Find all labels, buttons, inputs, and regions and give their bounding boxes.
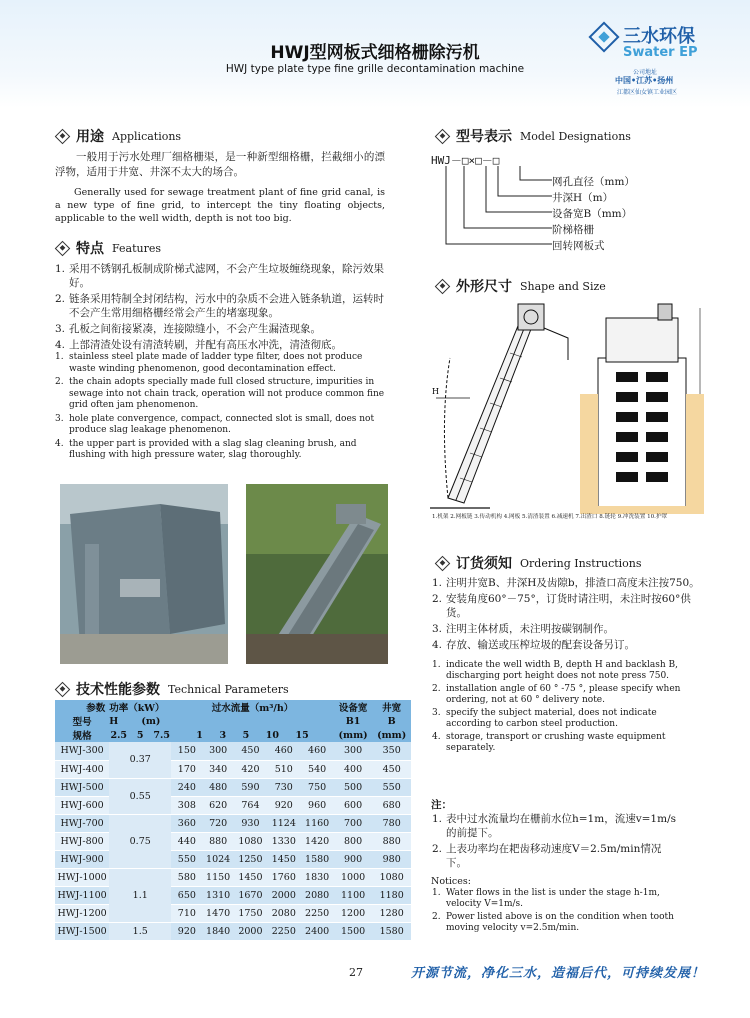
value-cell: 450 xyxy=(234,742,267,760)
value-cell: 1450 xyxy=(267,850,300,868)
model-cell: HWJ-300 xyxy=(55,742,109,760)
list-item: 2. 安装角度60°－75°，订货时请注明，未注时按60°供货。 xyxy=(432,593,691,619)
value-cell: 710 xyxy=(171,904,202,922)
power-cell: 0.55 xyxy=(109,778,171,814)
section-diamond-icon xyxy=(55,240,71,256)
value-cell: 480 xyxy=(203,778,234,796)
footer-slogan: 开源节流，净化三水，造福后代，可持续发展！ xyxy=(411,966,706,981)
value-cell: 340 xyxy=(203,760,234,778)
value-cell: 590 xyxy=(234,778,267,796)
applications-text-cn: 一般用于污水处理厂细格栅渠，是一种新型细格栅，拦截细小的漂浮物，适用于井宽、井深不太大的场合。 xyxy=(55,151,385,178)
value-cell: 1420 xyxy=(300,832,333,850)
shape-heading: 外形尺寸 Shape and Size xyxy=(437,276,606,296)
product-photo-installed xyxy=(60,484,228,664)
value-cell: 2000 xyxy=(234,922,267,940)
table-row xyxy=(55,814,411,832)
power-cell: 1.1 xyxy=(109,868,171,922)
value-cell: 500 xyxy=(334,778,373,796)
list-item: 1. 表中过水流量均在栅前水位h=1m，流速v=1m/s的前提下。 xyxy=(432,813,676,839)
table-row xyxy=(55,922,411,940)
value-cell: 350 xyxy=(372,742,411,760)
value-cell: 400 xyxy=(334,760,373,778)
page-number: 27 xyxy=(349,966,363,979)
value-cell: 920 xyxy=(171,922,202,940)
model-leader-lines xyxy=(440,166,552,256)
value-cell: 980 xyxy=(372,850,411,868)
value-cell: 1150 xyxy=(203,868,234,886)
value-cell: 1000 xyxy=(334,868,373,886)
header-m: (m) xyxy=(141,715,161,727)
value-cell: 460 xyxy=(267,742,300,760)
value-cell: 920 xyxy=(267,796,300,814)
table-row xyxy=(55,760,411,778)
features-list-cn xyxy=(55,262,385,354)
header-spec: 规格 xyxy=(55,728,109,742)
model-label-type: 回转网板式 xyxy=(552,240,605,252)
value-cell: 1450 xyxy=(234,868,267,886)
value-cell: 550 xyxy=(171,850,202,868)
value-cell: 1750 xyxy=(234,904,267,922)
value-cell: 900 xyxy=(334,850,373,868)
section-diamond-icon xyxy=(435,128,451,144)
value-cell: 1160 xyxy=(300,814,333,832)
value-cell: 1250 xyxy=(234,850,267,868)
value-cell: 1670 xyxy=(234,886,267,904)
logo-diamond-icon xyxy=(588,21,619,52)
model-label-hole: 网孔直径（mm） xyxy=(552,176,635,188)
tech-heading: 技术性能参数 Technical Parameters xyxy=(57,679,289,699)
value-cell: 170 xyxy=(171,760,202,778)
value-cell: 1080 xyxy=(234,832,267,850)
value-cell: 460 xyxy=(300,742,333,760)
value-cell: 1124 xyxy=(267,814,300,832)
notes-list-en xyxy=(432,888,677,936)
header-h-values: 2.5 5 7.5 xyxy=(110,729,170,741)
list-item: 4. 上部清渣处设有清渣转刷，并配有高压水冲洗，清渣彻底。 xyxy=(55,339,342,351)
applications-text-en: Generally used for sewage treatment plant of fine grid canal, is a new type of fine grid, to intercept the tiny floating objects, applicable to the well width, depth is not too big. xyxy=(55,187,385,224)
list-item: 2. the chain adopts specially made full closed structure, impurities in sewage into not chain track, operation will not produce common fine grid often jam phenomenon. xyxy=(55,377,385,410)
list-item: 4. 存放、输送或压榨垃圾的配套设备另订。 xyxy=(432,639,635,651)
value-cell: 300 xyxy=(334,742,373,760)
list-item: 1. Water flows in the list is under the stage h-1m, velocity V=1m/s. xyxy=(432,888,660,909)
value-cell: 2000 xyxy=(267,886,300,904)
model-label-width: 设备宽B（mm） xyxy=(552,208,633,220)
list-item: 2. 上表功率均在耙齿移动速度V＝2.5m/min情况下。 xyxy=(432,843,662,869)
logo-address-label: 公司地址 xyxy=(633,69,658,76)
table-row xyxy=(55,796,411,814)
logo-name-en: Swater EP xyxy=(623,45,698,60)
value-cell: 2080 xyxy=(267,904,300,922)
notes-title-cn: 注： xyxy=(431,799,452,811)
section-diamond-icon xyxy=(435,278,451,294)
order-heading: 订货须知 Ordering Instructions xyxy=(437,553,642,573)
header-flow-sub: 1 3 5 10 15 xyxy=(171,728,334,742)
value-cell: 1840 xyxy=(203,922,234,940)
value-cell: 764 xyxy=(234,796,267,814)
value-cell: 440 xyxy=(171,832,202,850)
list-item: 4. the upper part is provided with a slag slag cleaning brush, and flushing with high pressure water, slag thoroughly. xyxy=(55,438,357,460)
table-row xyxy=(55,886,411,904)
value-cell: 1830 xyxy=(300,868,333,886)
value-cell: 960 xyxy=(300,796,333,814)
list-item: 2. Power listed above is on the condition when tooth moving velocity v=2.5m/min. xyxy=(432,912,674,933)
value-cell: 450 xyxy=(372,760,411,778)
value-cell: 2080 xyxy=(300,886,333,904)
section-diamond-icon xyxy=(55,128,71,144)
value-cell: 730 xyxy=(267,778,300,796)
shape-legend: 1.机架 2.网板链 3.传动机构 4.网板 5.清渣装置 6.减速机 7.出渣口 8.链轮 9.冲洗装置 10.护罩 xyxy=(432,514,668,520)
model-cell: HWJ-600 xyxy=(55,796,109,814)
value-cell: 510 xyxy=(267,760,300,778)
model-label-step: 阶梯格栅 xyxy=(552,224,594,236)
model-cell: HWJ-900 xyxy=(55,850,109,868)
value-cell: 2250 xyxy=(267,922,300,940)
value-cell: 930 xyxy=(234,814,267,832)
list-item: 3. 孔板之间衔接紧凑，连接隙缝小，不会产生漏渣现象。 xyxy=(55,323,321,335)
value-cell: 308 xyxy=(171,796,202,814)
value-cell: 300 xyxy=(203,742,234,760)
model-cell: HWJ-700 xyxy=(55,814,109,832)
value-cell: 880 xyxy=(372,832,411,850)
value-cell: 1310 xyxy=(203,886,234,904)
power-cell: 1.5 xyxy=(109,922,171,940)
value-cell: 1470 xyxy=(203,904,234,922)
model-cell: HWJ-1200 xyxy=(55,904,109,922)
model-heading: 型号表示 Model Designations xyxy=(437,126,631,146)
header-power: 功率（kW） xyxy=(109,700,171,714)
product-photo-machine xyxy=(246,484,388,664)
value-cell: 1180 xyxy=(372,886,411,904)
list-item: 3. specify the subject material, does not indicate according to carbon steel production. xyxy=(432,708,657,729)
header-params: 参数 xyxy=(55,700,109,714)
page-title: HWJ型网板式细格栅除污机 xyxy=(270,43,480,63)
features-heading: 特点 Features xyxy=(57,238,161,258)
list-item: 2. 链条采用特制全封闭结构，污水中的杂质不会进入链条轨道，运转时不会产生常用细格栅经常会产生的堵塞现象。 xyxy=(55,293,384,319)
header-model: 型号 xyxy=(55,714,109,728)
header-b: 井宽 xyxy=(372,700,411,714)
value-cell: 2400 xyxy=(300,922,333,940)
value-cell: 550 xyxy=(372,778,411,796)
value-cell: 880 xyxy=(203,832,234,850)
value-cell: 1760 xyxy=(267,868,300,886)
value-cell: 620 xyxy=(203,796,234,814)
value-cell: 1580 xyxy=(372,922,411,940)
power-cell: 0.75 xyxy=(109,814,171,868)
logo-address-detail: 江都区仙女镇工业园区 xyxy=(617,89,678,96)
list-item: 1. 注明井宽B、井深H及齿隙b，排渣口高度未注按750。 xyxy=(432,577,700,589)
model-cell: HWJ-500 xyxy=(55,778,109,796)
list-item: 4. storage, transport or crushing waste equipment separately. xyxy=(432,732,666,753)
value-cell: 150 xyxy=(171,742,202,760)
value-cell: 580 xyxy=(171,868,202,886)
header-b-sub: B xyxy=(372,714,411,728)
notes-list-cn xyxy=(432,812,677,872)
logo-name-cn: 三水环保 xyxy=(623,26,695,47)
value-cell: 2250 xyxy=(300,904,333,922)
table-row xyxy=(55,850,411,868)
section-diamond-icon xyxy=(55,681,71,697)
value-cell: 680 xyxy=(372,796,411,814)
list-item: 2. installation angle of 60 ° -75 °, please specify when ordering, not at 60 ° delivery note. xyxy=(432,684,681,705)
power-cell: 0.37 xyxy=(109,742,171,778)
table-row xyxy=(55,742,411,760)
table-row xyxy=(55,832,411,850)
list-item: 3. 注明主体材质，未注明按碳钢制作。 xyxy=(432,623,614,635)
list-item: 1. indicate the well width B, depth H and backlash B, discharging port height does not note press 750. xyxy=(432,660,678,681)
value-cell: 240 xyxy=(171,778,202,796)
model-cell: HWJ-800 xyxy=(55,832,109,850)
section-diamond-icon xyxy=(435,555,451,571)
table-row xyxy=(55,904,411,922)
table-row xyxy=(55,778,411,796)
value-cell: 1580 xyxy=(300,850,333,868)
model-code: HWJ－□×□－□ xyxy=(431,154,500,167)
applications-heading: 用途 Applications xyxy=(57,126,181,146)
value-cell: 650 xyxy=(171,886,202,904)
header-b-unit: (mm) xyxy=(372,728,411,742)
value-cell: 1024 xyxy=(203,850,234,868)
header-h: H xyxy=(109,715,119,727)
value-cell: 800 xyxy=(334,832,373,850)
value-cell: 360 xyxy=(171,814,202,832)
model-label-depth: 井深H（m） xyxy=(552,192,614,204)
shape-drawing xyxy=(430,298,720,518)
value-cell: 1500 xyxy=(334,922,373,940)
page-subtitle: HWJ type plate type fine grille decontamination machine xyxy=(225,63,525,75)
header-b1: 设备宽 xyxy=(334,700,373,714)
list-item: 1. 采用不锈钢孔板制成阶梯式滤网，不会产生垃圾缠绕现象，除污效果好。 xyxy=(55,263,384,289)
value-cell: 780 xyxy=(372,814,411,832)
value-cell: 720 xyxy=(203,814,234,832)
table-row xyxy=(55,868,411,886)
dimension-h-label: H xyxy=(432,387,439,396)
header-flow: 过水流量（m³/h） xyxy=(171,700,334,714)
value-cell: 420 xyxy=(234,760,267,778)
order-list-cn xyxy=(432,576,704,654)
value-cell: 540 xyxy=(300,760,333,778)
value-cell: 600 xyxy=(334,796,373,814)
notes-title-en: Notices: xyxy=(431,876,471,887)
value-cell: 1330 xyxy=(267,832,300,850)
list-item: 3. hole plate convergence, compact, connected slot is small, does not produce slag leakage phenomenon. xyxy=(55,413,375,435)
model-cell: HWJ-1100 xyxy=(55,886,109,904)
model-cell: HWJ-400 xyxy=(55,760,109,778)
company-logo xyxy=(593,22,743,97)
logo-address: 中国•江苏•扬州 xyxy=(615,75,674,85)
list-item: 1. stainless steel plate made of ladder type filter, does not produce waste winding phenomenon, good decontamination effect. xyxy=(55,352,363,374)
value-cell: 1280 xyxy=(372,904,411,922)
features-list-en xyxy=(55,352,385,464)
value-cell: 1080 xyxy=(372,868,411,886)
tech-params-table xyxy=(55,700,411,941)
value-cell: 1100 xyxy=(334,886,373,904)
header-b1-sub: B1 xyxy=(334,714,373,728)
value-cell: 1200 xyxy=(334,904,373,922)
model-cell: HWJ-1000 xyxy=(55,868,109,886)
order-list-en xyxy=(432,660,704,756)
value-cell: 750 xyxy=(300,778,333,796)
value-cell: 700 xyxy=(334,814,373,832)
header-b1-unit: (mm) xyxy=(334,728,373,742)
model-cell: HWJ-1500 xyxy=(55,922,109,940)
